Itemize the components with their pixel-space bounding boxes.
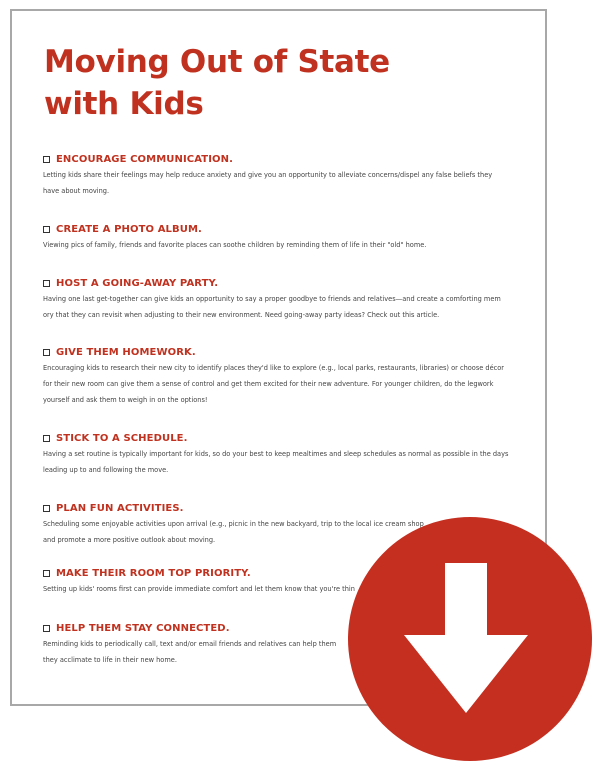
item-title: MAKE THEIR ROOM TOP PRIORITY.	[56, 567, 251, 579]
item-title: GIVE THEM HOMEWORK.	[56, 346, 196, 358]
item-text-line: Having one last get-together can give kids an opportunity to say a proper goodbye to friends and relatives—and create a comforting mem	[43, 295, 501, 303]
download-arrow-icon	[348, 517, 592, 761]
item-header	[43, 277, 523, 289]
item-header	[43, 346, 523, 358]
checkbox-icon[interactable]	[43, 226, 50, 233]
item-title: STICK TO A SCHEDULE.	[56, 432, 188, 444]
item-text-line: Reminding kids to periodically call, text and/or email friends and relatives can help them	[43, 640, 337, 648]
item-text-line: they acclimate to life in their new home.	[43, 656, 177, 664]
download-button[interactable]	[348, 517, 592, 761]
checklist-item	[43, 223, 523, 253]
item-header	[43, 432, 523, 444]
item-text-line: Letting kids share their feelings may help reduce anxiety and give you an opportunity to alleviate concerns/dispel any false beliefs they	[43, 171, 493, 179]
item-text-line: Setting up kids' rooms first can provide immediate comfort and let them know that you're thin	[43, 585, 355, 593]
item-description	[43, 291, 521, 323]
item-title: HOST A GOING-AWAY PARTY.	[56, 277, 219, 289]
checkbox-icon[interactable]	[43, 280, 50, 287]
item-description	[43, 446, 521, 478]
item-title: HELP THEM STAY CONNECTED.	[56, 622, 230, 634]
item-text-line: Scheduling some enjoyable activities upon arrival (e.g., picnic in the new backyard, trip to the local ice cream shop	[43, 520, 424, 528]
item-description	[43, 237, 521, 253]
item-description	[43, 360, 521, 408]
item-header	[43, 223, 523, 235]
item-title: CREATE A PHOTO ALBUM.	[56, 223, 202, 235]
item-text-line: Having a set routine is typically important for kids, so do your best to keep mealtimes and sleep schedules as normal as possible in the days	[43, 450, 509, 458]
item-text-line: leading up to and following the move.	[43, 466, 169, 474]
item-text-line: Encouraging kids to research their new city to identify places they'd like to explore (e.g., local parks, restaurants, libraries) or choose décor	[43, 364, 505, 372]
item-header	[43, 502, 523, 514]
checkbox-icon[interactable]	[43, 625, 50, 632]
item-text-line: have about moving.	[43, 187, 110, 195]
document-title	[44, 41, 464, 125]
item-title: PLAN FUN ACTIVITIES.	[56, 502, 184, 514]
checkbox-icon[interactable]	[43, 435, 50, 442]
item-text-line: for their new room can give them a sense of control and get them excited for their new adventure. For younger children, do the legwork	[43, 380, 494, 388]
item-text-line: Viewing pics of family, friends and favorite places can soothe children by reminding them of life in their "old" home.	[43, 241, 427, 249]
item-text-line: ory that they can revisit when adjusting to their new environment. Need going-away party ideas? Check out this article.	[43, 311, 440, 319]
checkbox-icon[interactable]	[43, 505, 50, 512]
checklist-item	[43, 153, 523, 199]
checklist-item	[43, 432, 523, 478]
checkbox-icon[interactable]	[43, 570, 50, 577]
item-title: ENCOURAGE COMMUNICATION.	[56, 153, 233, 165]
checkbox-icon[interactable]	[43, 156, 50, 163]
item-description	[43, 167, 521, 199]
item-header	[43, 153, 523, 165]
item-text-line: yourself and ask them to weigh in on the options!	[43, 396, 208, 404]
title-line-1: Moving Out of State	[44, 44, 390, 80]
item-text-line: and promote a more positive outlook about moving.	[43, 536, 216, 544]
checklist-item	[43, 346, 523, 408]
checkbox-icon[interactable]	[43, 349, 50, 356]
title-line-2: with Kids	[44, 86, 204, 122]
checklist-item	[43, 277, 523, 323]
